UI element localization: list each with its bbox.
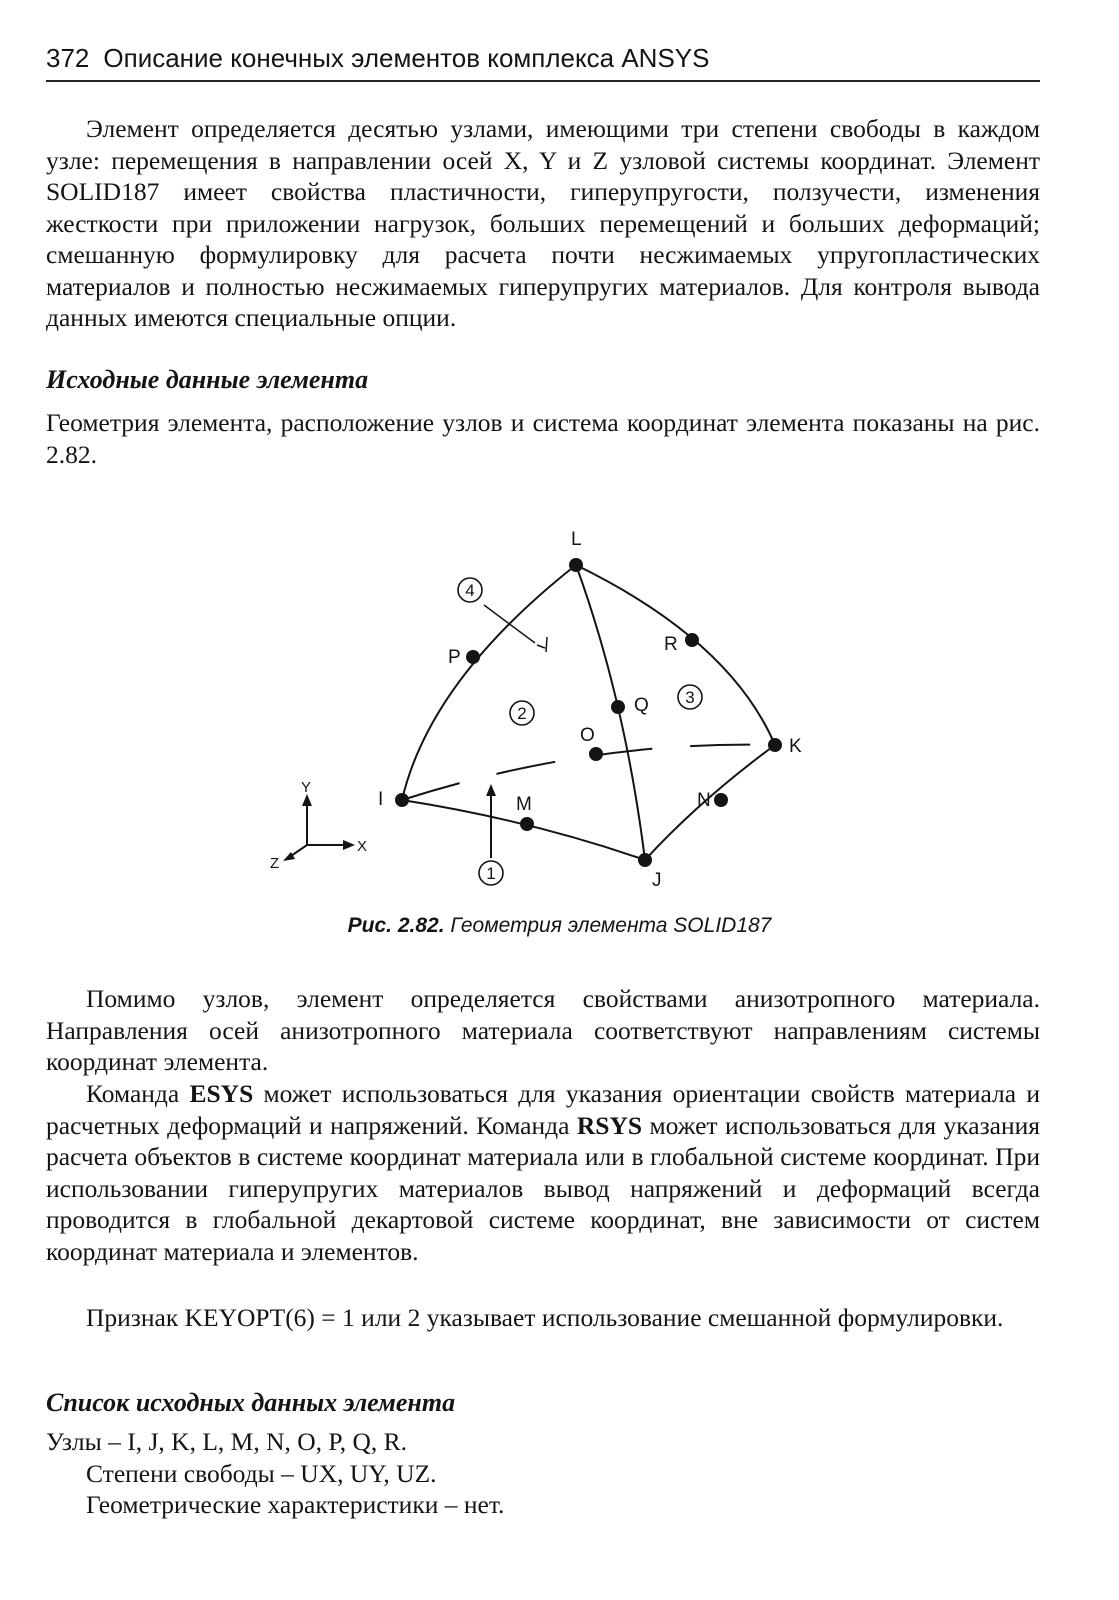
caption-text: Геометрия элемента SOLID187 bbox=[450, 914, 772, 937]
face-number-4: 4 bbox=[465, 581, 475, 600]
intro-paragraph: Элемент определяется десятью узлами, имеющими три степени свободы в каждом узле: перемещения в направлении осей X, Y и Z узловой системы координат. Элемент SOLID187 имеет свойства пластичности, гиперупругости, ползучести, изменения жесткости при приложении нагрузок, больших перемещений и больших деформаций; смешанную формулировку для расчета почти несжимаемых упругопластических материалов и полностью несжимаемых гиперупругих материалов. Для контроля вывода данных имеются специальные опции. bbox=[46, 114, 1040, 332]
label-node-p: P bbox=[448, 647, 461, 668]
paragraph-anisotropic: Помимо узлов, элемент определяется свойствами анизотропного материала. Направления осей анизотропного материала соответствуют направлениям системы координат элемента. bbox=[46, 984, 1040, 1076]
face-4-mark bbox=[537, 637, 547, 652]
section-text: Геометрия элемента, расположение узлов и система координат элемента показаны на рис. 2.82. bbox=[46, 408, 1040, 469]
command-rsys: RSYS bbox=[576, 1110, 643, 1140]
section-input-list bbox=[46, 1387, 1040, 1521]
label-node-k: K bbox=[789, 736, 802, 757]
label-node-o: O bbox=[580, 725, 595, 746]
node-l bbox=[569, 558, 583, 572]
node-i bbox=[395, 793, 409, 807]
label-node-q: Q bbox=[634, 695, 649, 716]
text-span: Команда bbox=[86, 1079, 190, 1108]
page-number: 372 bbox=[46, 43, 90, 73]
node-p bbox=[466, 650, 480, 664]
edge-l-k bbox=[576, 565, 775, 745]
node-k bbox=[768, 738, 782, 752]
node-r bbox=[685, 633, 699, 647]
text-span: может использоваться для указания ориентации свойств материала и расчетных деформаций и напряжений. Команда bbox=[46, 1079, 1040, 1140]
node-o bbox=[589, 747, 603, 761]
paragraph-esys-rsys bbox=[46, 1078, 1040, 1267]
paragraph-keyopt: Признак KEYOPT(6) = 1 или 2 указывает использование смешанной формулировки. bbox=[86, 1303, 1004, 1332]
running-title: Описание конечных элементов комплекса ANSYS bbox=[103, 43, 710, 73]
figure-caption bbox=[0, 912, 1119, 940]
list-line-dof: Степени свободы – UX, UY, UZ. bbox=[86, 1458, 437, 1488]
node-n bbox=[714, 793, 728, 807]
arrowhead-face-1 bbox=[486, 784, 496, 796]
caption-number: Рис. 2.82. bbox=[347, 914, 445, 937]
leader-face-4 bbox=[484, 605, 535, 643]
axis-label-x: X bbox=[357, 838, 368, 855]
axis-label-y: Y bbox=[301, 779, 312, 796]
list-line-nodes: Узлы – I, J, K, L, M, N, O, P, Q, R. bbox=[46, 1427, 408, 1456]
section-heading: Список исходных данных элемента bbox=[46, 1388, 456, 1417]
label-node-l: L bbox=[571, 529, 582, 550]
face-number-3: 3 bbox=[685, 688, 695, 707]
axis-label-z: Z bbox=[270, 855, 280, 872]
node-m bbox=[520, 817, 534, 831]
section-heading: Исходные данные элемента bbox=[46, 365, 369, 394]
label-node-r: R bbox=[664, 634, 678, 655]
command-esys: ESYS bbox=[189, 1079, 254, 1108]
hidden-edge-i-k bbox=[402, 745, 775, 800]
text-span: может использоваться для указания расчета объектов в системе координат материала или в глобальной системе координат. При использовании гиперупругих материалов вывод напряжений и деформаций всегда проводится в глобальной декартовой системе координат, вне зависимости от систем координат материала и элементов. bbox=[46, 1110, 1040, 1266]
label-node-n: N bbox=[697, 790, 711, 811]
label-node-j: J bbox=[652, 870, 662, 891]
node-q bbox=[611, 700, 625, 714]
face-number-1: 1 bbox=[486, 864, 496, 883]
arrowhead-x bbox=[343, 840, 355, 850]
edge-i-l bbox=[402, 565, 576, 800]
label-node-i: I bbox=[378, 789, 384, 810]
node-j bbox=[638, 853, 652, 867]
label-node-m: M bbox=[516, 794, 532, 815]
list-line-geometry: Геометрические характеристики – нет. bbox=[86, 1490, 505, 1519]
face-number-2: 2 bbox=[517, 704, 527, 723]
